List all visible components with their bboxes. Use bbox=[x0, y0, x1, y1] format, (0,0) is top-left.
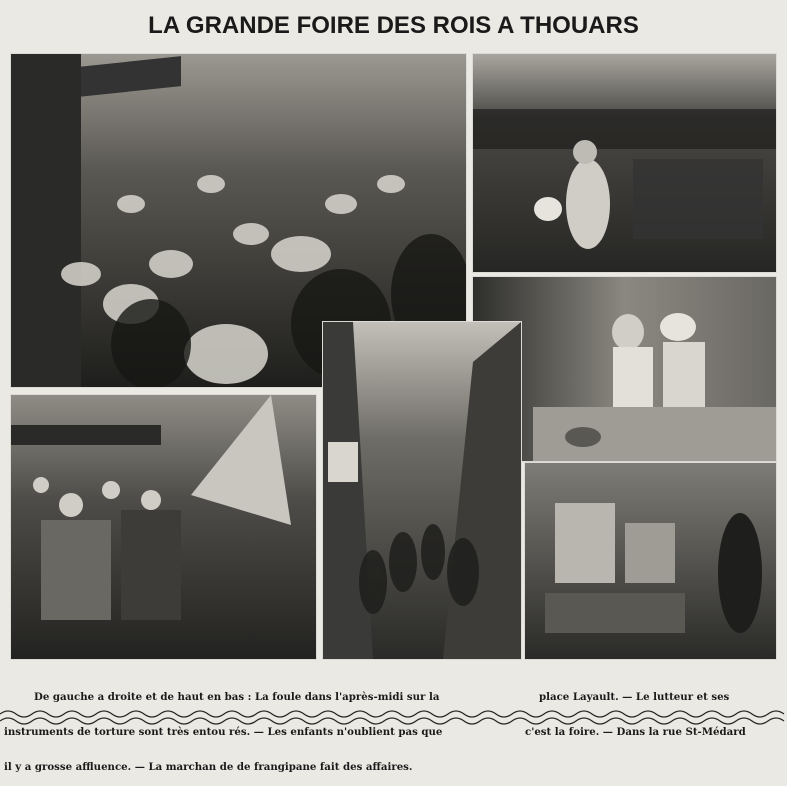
headline: LA GRANDE FOIRE DES ROIS A THOUARS bbox=[148, 12, 639, 39]
caption-right-line-1: place Layault. — Le lutteur et ses bbox=[539, 690, 730, 703]
caption-right-line-2: c'est la foire. — Dans la rue St-Médard bbox=[525, 725, 746, 738]
caption-left-line-3: il y a grosse affluence. — La marchan de de frangipane fait des affaires. bbox=[4, 761, 413, 774]
wavy-divider bbox=[0, 706, 787, 731]
photo-street bbox=[322, 321, 522, 660]
caption-left-line-1: De gauche a droite et de haut en bas : La foule dans l'après-midi sur la bbox=[34, 690, 440, 703]
photo-children bbox=[10, 394, 317, 660]
photo-market-stall bbox=[524, 462, 777, 660]
photo-wrestler bbox=[472, 53, 777, 273]
caption-left-line-2: instruments de torture sont très entou rés. — Les enfants n'oublient pas que bbox=[4, 725, 443, 738]
